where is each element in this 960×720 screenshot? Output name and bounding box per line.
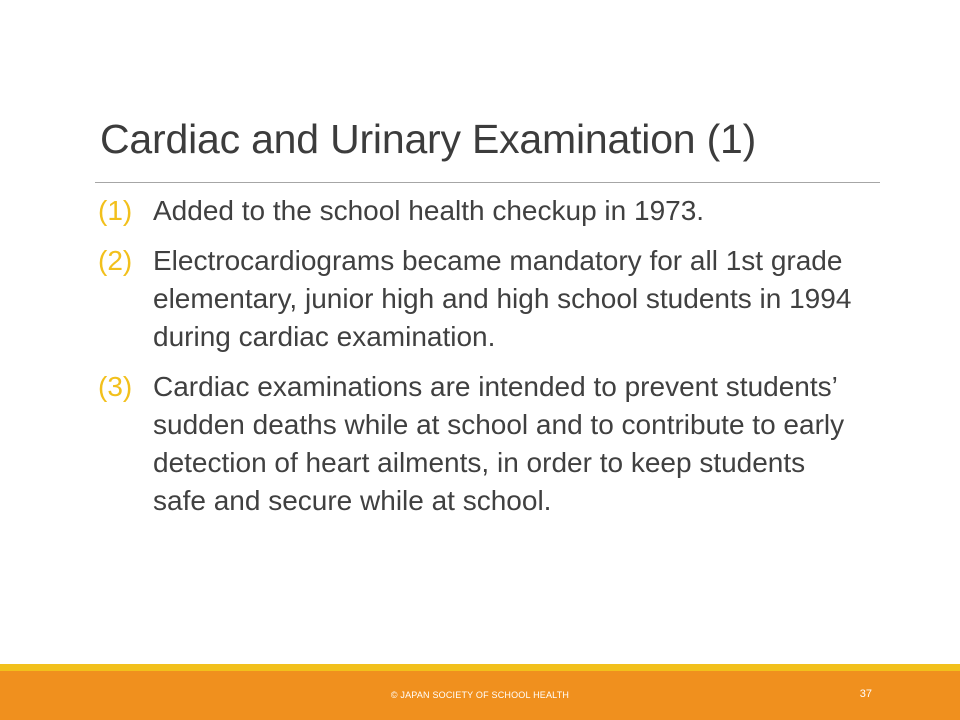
footer-accent-stripe (0, 664, 960, 671)
list-item (98, 368, 858, 520)
list-item (98, 192, 858, 230)
list-item-text: Cardiac examinations are intended to prevent students’ sudden deaths while at school and to contribute to early detection of heart ailments, in order to keep students safe and secure while at school. (153, 371, 845, 516)
copyright-text: © JAPAN SOCIETY OF SCHOOL HEALTH (390, 690, 570, 700)
list-item-number: (1) (98, 195, 133, 226)
list-item-text: Electrocardiograms became mandatory for all 1st grade elementary, junior high and high school students in 1994 during cardiac examination. (153, 245, 852, 352)
list-item-text: Added to the school health checkup in 1973. (153, 195, 705, 226)
list-item-number: (3) (98, 371, 133, 402)
slide-title: Cardiac and Urinary Examination (1) (100, 116, 757, 162)
title-divider (95, 182, 880, 183)
numbered-list (98, 192, 858, 532)
page-number: 37 (859, 688, 872, 700)
list-item-number: (2) (98, 245, 133, 276)
footer-bar (0, 671, 960, 720)
list-item (98, 242, 858, 356)
